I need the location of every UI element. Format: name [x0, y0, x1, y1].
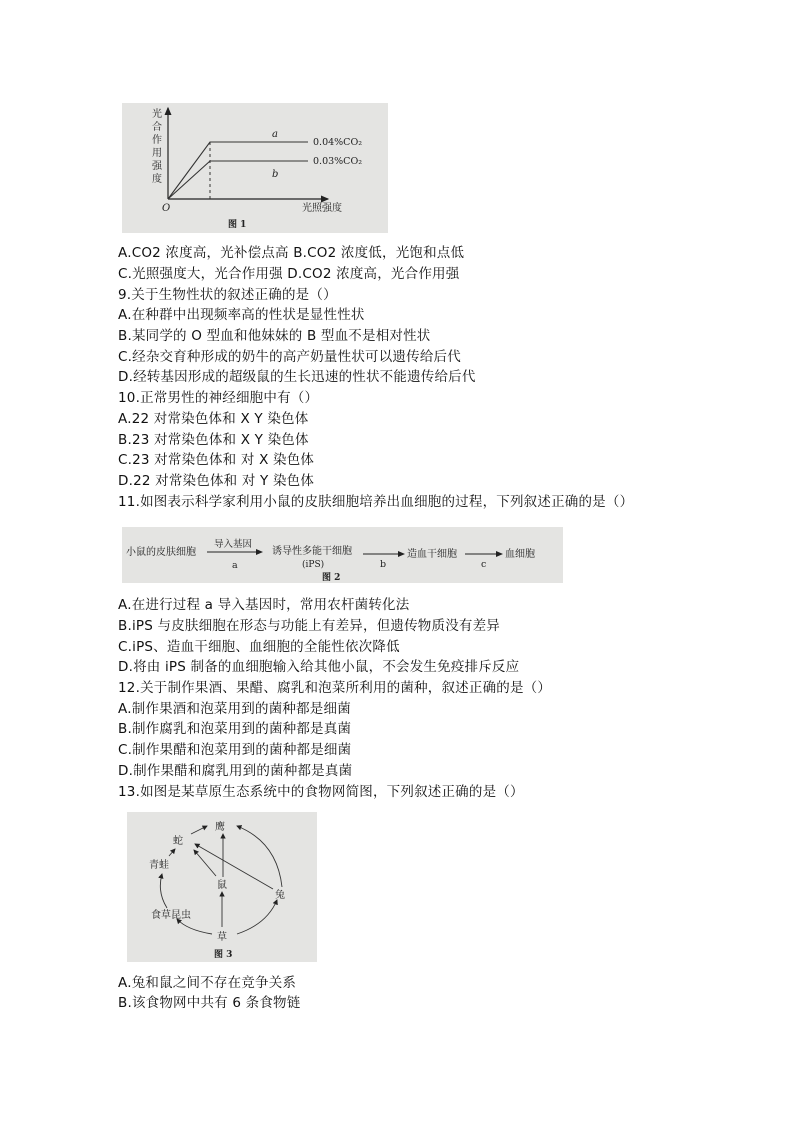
curve-a-label: a	[272, 129, 278, 140]
arrow-a-bottom-label: a	[232, 560, 238, 571]
y-label-1: 光	[152, 109, 162, 120]
q12-option-c: C.制作果醋和泡菜用到的菌种都是细菌	[118, 742, 352, 758]
q13-stem: 13.如图是某草原生态系统中的食物网简图，下列叙述正确的是（）	[118, 784, 524, 800]
node-blood-cell: 血细胞	[505, 549, 535, 560]
arrow-c-label: c	[481, 559, 487, 570]
q11-stem: 11.如图表示科学家利用小鼠的皮肤细胞培养出血细胞的过程，下列叙述正确的是（）	[118, 494, 634, 510]
q10-stem: 10.正常男性的神经细胞中有（）	[118, 390, 319, 406]
q10-option-d: D.22 对常染色体和 对 Y 染色体	[118, 473, 315, 489]
q9-option-b: B.某同学的 O 型血和他妹妹的 B 型血不是相对性状	[118, 328, 431, 344]
y-label-2: 合	[152, 122, 162, 133]
q11-option-b: B.iPS 与皮肤细胞在形态与功能上有差异，但遗传物质没有差异	[118, 618, 501, 634]
series-b-label: 0.03%CO₂	[313, 156, 363, 167]
node-frog: 青蛙	[149, 860, 169, 871]
figure-1-caption: 图 1	[228, 220, 247, 230]
figure-3-food-web	[127, 812, 317, 962]
y-label-5: 强	[152, 161, 162, 172]
q9-option-a: A.在种群中出现频率高的性状是显性性状	[118, 307, 365, 323]
y-label-4: 用	[152, 148, 162, 159]
q8-options-line-1: A.CO2 浓度高，光补偿点高 B.CO2 浓度低，光饱和点低	[118, 245, 465, 261]
q10-option-c: C.23 对常染色体和 对 X 染色体	[118, 452, 315, 468]
x-axis-label: 光照强度	[302, 203, 342, 214]
node-ips: 诱导性多能干细胞	[272, 546, 352, 557]
node-insect: 食草昆虫	[151, 910, 191, 921]
q10-option-b: B.23 对常染色体和 X Y 染色体	[118, 432, 309, 448]
node-mouse: 鼠	[217, 880, 227, 891]
node-hematopoietic-stem-cell: 造血干细胞	[407, 549, 457, 560]
y-label-6: 度	[152, 174, 162, 185]
q9-option-c: C.经杂交育种形成的奶牛的高产奶量性状可以遗传给后代	[118, 349, 461, 365]
curve-b-label: b	[272, 169, 279, 180]
node-snake: 蛇	[173, 836, 183, 847]
node-skin-cell: 小鼠的皮肤细胞	[126, 547, 196, 558]
y-label-3: 作	[152, 135, 162, 146]
q12-option-a: A.制作果酒和泡菜用到的菌种都是细菌	[118, 701, 351, 717]
q10-option-a: A.22 对常染色体和 X Y 染色体	[118, 411, 309, 427]
node-ips-sub: (iPS)	[302, 560, 325, 570]
node-rabbit: 兔	[275, 890, 285, 901]
node-eagle: 鹰	[215, 822, 225, 833]
figure-2-ips-process	[122, 527, 563, 583]
q8-options-line-2: C.光照强度大，光合作用强 D.CO2 浓度高，光合作用强	[118, 266, 460, 282]
q11-option-c: C.iPS、造血干细胞、血细胞的全能性依次降低	[118, 639, 400, 655]
figure-1-photosynthesis-graph	[122, 103, 388, 233]
curve-a	[168, 142, 308, 199]
origin-label: O	[162, 203, 171, 214]
q9-stem: 9.关于生物性状的叙述正确的是（）	[118, 287, 337, 303]
series-a-label: 0.04%CO₂	[313, 137, 363, 148]
arrow-b-label: b	[380, 559, 387, 570]
node-grass: 草	[217, 932, 227, 943]
q11-option-a: A.在进行过程 a 导入基因时，常用农杆菌转化法	[118, 597, 410, 613]
figure-2-caption: 图 2	[322, 573, 341, 583]
q12-option-b: B.制作腐乳和泡菜用到的菌种都是真菌	[118, 721, 352, 737]
q12-option-d: D.制作果醋和腐乳用到的菌种都是真菌	[118, 763, 353, 779]
figure-3-caption: 图 3	[214, 950, 233, 960]
q9-option-d: D.经转基因形成的超级鼠的生长迅速的性状不能遗传给后代	[118, 369, 476, 385]
q12-stem: 12.关于制作果酒、果醋、腐乳和泡菜所利用的菌种，叙述正确的是（）	[118, 680, 552, 696]
q13-option-a: A.兔和鼠之间不存在竞争关系	[118, 975, 297, 991]
arrow-a-top-label: 导入基因	[214, 539, 253, 550]
q13-option-b: B.该食物网中共有 6 条食物链	[118, 995, 301, 1011]
curve-b	[168, 161, 308, 199]
q11-option-d: D.将由 iPS 制备的血细胞输入给其他小鼠，不会发生免疫排斥反应	[118, 659, 520, 675]
